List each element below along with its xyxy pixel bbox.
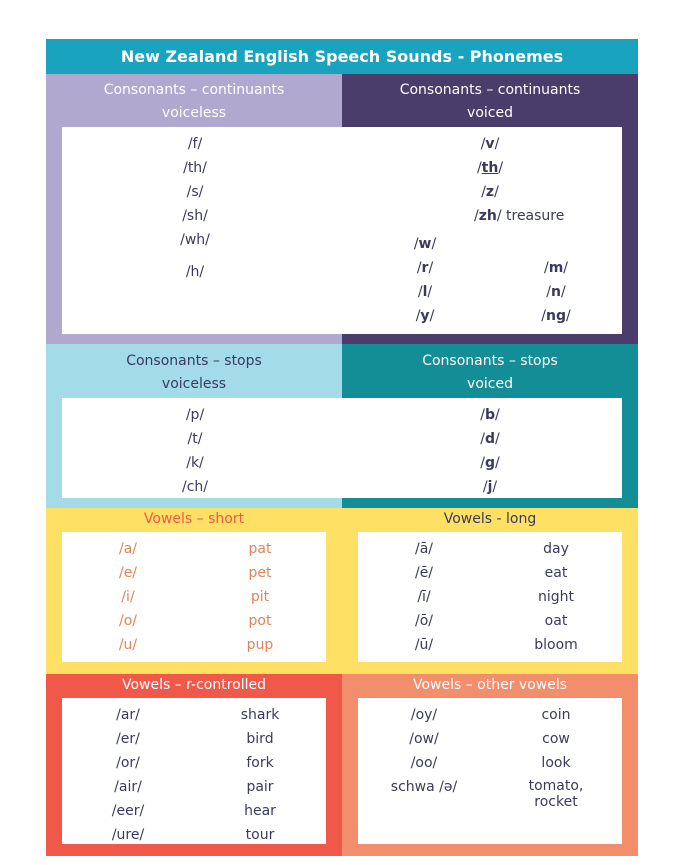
example-word: bird (246, 731, 274, 747)
r-controlled-box (62, 698, 326, 844)
phoneme-g: /g/ (480, 455, 500, 471)
example-word: pet (248, 565, 272, 581)
example-word: pair (246, 779, 274, 795)
example-word: pup (246, 637, 274, 653)
other-vowel-schwa: schwa /ə/ (390, 779, 458, 795)
long-vowel-i: /ī/ (417, 589, 431, 605)
phoneme-k: /k/ (186, 455, 204, 471)
long-vowel-o: /ō/ (415, 613, 433, 629)
stops-voiced-header: Consonants – stops voiced (422, 353, 558, 392)
phoneme-ch: /ch/ (181, 479, 209, 495)
phoneme-th-voiced: /th/ (476, 160, 504, 176)
phoneme-w: /w/ (413, 236, 437, 252)
long-vowels-header: Vowels - long (443, 511, 537, 527)
other-vowel-ow: /ow/ (409, 731, 439, 747)
r-vowel-eer: /eer/ (111, 803, 145, 819)
page-title: New Zealand English Speech Sounds - Phonemes (46, 39, 638, 74)
phoneme-z: /z/ (481, 184, 499, 200)
phoneme-y: /y/ (415, 308, 435, 324)
example-word: tour (245, 827, 275, 843)
phoneme-n: /n/ (546, 284, 566, 300)
phoneme-t: /t/ (187, 431, 203, 447)
other-vowel-oo: /oo/ (410, 755, 438, 771)
example-word: rocket (534, 794, 578, 810)
r-controlled-header: Vowels – r-controlled (121, 677, 267, 693)
phoneme-ng: /ng/ (541, 308, 571, 324)
example-word: eat (544, 565, 568, 581)
example-word: coin (541, 707, 571, 723)
phoneme-zh: /zh/ treasure (474, 208, 565, 224)
phoneme-l: /l/ (417, 284, 433, 300)
example-word: bloom (534, 637, 578, 653)
r-vowel-ure: /ure/ (111, 827, 145, 843)
phoneme-j: /j/ (482, 479, 498, 495)
short-vowel-o: /o/ (119, 613, 137, 629)
long-vowels-box (358, 532, 622, 662)
r-vowel-ar: /ar/ (116, 707, 140, 723)
example-word: oat (544, 613, 568, 629)
phoneme-wh: /wh/ (180, 232, 210, 248)
phoneme-p: /p/ (185, 407, 205, 423)
example-word: shark (240, 707, 280, 723)
other-vowels-box (358, 698, 622, 844)
other-vowel-oy: /oy/ (410, 707, 438, 723)
phoneme-s: /s/ (186, 184, 204, 200)
stops-box (62, 398, 622, 498)
example-word: pot (248, 613, 272, 629)
example-word: look (541, 755, 571, 771)
phoneme-sh: /sh/ (182, 208, 208, 224)
r-vowel-air: /air/ (114, 779, 142, 795)
example-word: night (537, 589, 575, 605)
phoneme-m: /m/ (543, 260, 569, 276)
example-word: hear (244, 803, 276, 819)
phoneme-b: /b/ (480, 407, 500, 423)
short-vowel-u: /u/ (118, 637, 138, 653)
short-vowels-box (62, 532, 326, 662)
long-vowel-u: /ū/ (414, 637, 434, 653)
phoneme-h: /h/ (185, 264, 205, 280)
phoneme-f: /f/ (187, 136, 203, 152)
example-word: day (543, 541, 569, 557)
continuants-box (62, 127, 622, 334)
continuants-voiced-header: Consonants – continuants voiced (399, 82, 581, 121)
long-vowel-a: /ā/ (414, 541, 434, 557)
phoneme-th: /th/ (183, 160, 207, 176)
continuants-voiceless-header: Consonants – continuants voiceless (103, 82, 285, 121)
short-vowel-a: /a/ (118, 541, 138, 557)
stops-voiceless-header: Consonants – stops voiceless (126, 353, 262, 392)
example-word: pat (248, 541, 272, 557)
example-word: pit (250, 589, 270, 605)
phoneme-r: /r/ (416, 260, 434, 276)
r-vowel-or: /or/ (116, 755, 140, 771)
example-word: fork (246, 755, 274, 771)
r-vowel-er: /er/ (116, 731, 140, 747)
other-vowels-header: Vowels – other vowels (412, 677, 568, 693)
long-vowel-e: /ē/ (414, 565, 434, 581)
phoneme-v: /v/ (480, 136, 500, 152)
example-word: cow (542, 731, 570, 747)
short-vowel-i: /i/ (121, 589, 135, 605)
example-word: tomato, (528, 778, 584, 794)
short-vowel-e: /e/ (118, 565, 138, 581)
short-vowels-header: Vowels – short (143, 511, 245, 527)
phoneme-d: /d/ (480, 431, 500, 447)
